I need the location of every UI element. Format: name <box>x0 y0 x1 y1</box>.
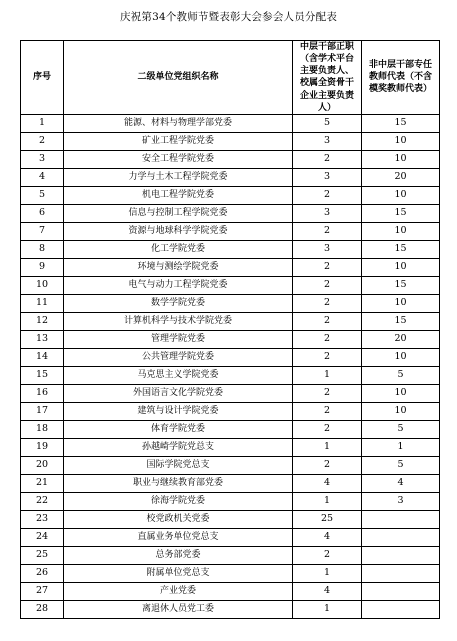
cell-teacher-rep: 5 <box>362 456 440 474</box>
cell-middle-cadre: 2 <box>293 312 362 330</box>
cell-serial: 17 <box>21 402 64 420</box>
cell-serial: 16 <box>21 384 64 402</box>
cell-middle-cadre: 2 <box>293 294 362 312</box>
cell-teacher-rep: 10 <box>362 258 440 276</box>
cell-serial: 13 <box>21 330 64 348</box>
table-row <box>21 114 440 132</box>
cell-teacher-rep <box>362 564 440 582</box>
cell-teacher-rep: 10 <box>362 222 440 240</box>
cell-unit-name: 产业党委 <box>64 582 293 600</box>
table-row <box>21 312 440 330</box>
cell-teacher-rep: 15 <box>362 312 440 330</box>
cell-teacher-rep: 10 <box>362 186 440 204</box>
header-teacher-rep: 非中层干部专任教师代表（不含模奖教师代表） <box>362 41 440 115</box>
cell-middle-cadre: 1 <box>293 366 362 384</box>
cell-serial: 11 <box>21 294 64 312</box>
cell-serial: 19 <box>21 438 64 456</box>
cell-serial: 28 <box>21 600 64 618</box>
cell-teacher-rep <box>362 546 440 564</box>
cell-middle-cadre: 1 <box>293 492 362 510</box>
cell-serial: 26 <box>21 564 64 582</box>
cell-middle-cadre: 2 <box>293 402 362 420</box>
cell-teacher-rep: 10 <box>362 150 440 168</box>
cell-unit-name: 电气与动力工程学院党委 <box>64 276 293 294</box>
table-row <box>21 582 440 600</box>
cell-teacher-rep: 10 <box>362 348 440 366</box>
cell-serial: 20 <box>21 456 64 474</box>
cell-middle-cadre: 25 <box>293 510 362 528</box>
cell-unit-name: 外国语言文化学院党委 <box>64 384 293 402</box>
cell-middle-cadre: 2 <box>293 222 362 240</box>
cell-serial: 14 <box>21 348 64 366</box>
allocation-table <box>20 40 440 619</box>
cell-serial: 25 <box>21 546 64 564</box>
table-row <box>21 240 440 258</box>
header-unit-name: 二级单位党组织名称 <box>64 41 293 115</box>
table-row <box>21 366 440 384</box>
table-row <box>21 402 440 420</box>
header-middle-cadre: 中层干部正职（含学术平台主要负责人、校属全资骨干企业主要负责人） <box>293 41 362 115</box>
cell-unit-name: 体育学院党委 <box>64 420 293 438</box>
cell-unit-name: 能源、材料与物理学部党委 <box>64 114 293 132</box>
cell-middle-cadre: 2 <box>293 330 362 348</box>
cell-teacher-rep: 15 <box>362 240 440 258</box>
cell-middle-cadre: 2 <box>293 258 362 276</box>
cell-teacher-rep: 20 <box>362 168 440 186</box>
header-serial: 序号 <box>21 41 64 115</box>
table-row <box>21 258 440 276</box>
cell-serial: 7 <box>21 222 64 240</box>
cell-teacher-rep: 4 <box>362 474 440 492</box>
cell-unit-name: 离退休人员党工委 <box>64 600 293 618</box>
cell-unit-name: 管理学院党委 <box>64 330 293 348</box>
cell-unit-name: 建筑与设计学院党委 <box>64 402 293 420</box>
table-row <box>21 600 440 618</box>
cell-serial: 3 <box>21 150 64 168</box>
table-row <box>21 204 440 222</box>
table-row <box>21 186 440 204</box>
table-body <box>21 114 440 618</box>
cell-middle-cadre: 4 <box>293 474 362 492</box>
cell-teacher-rep: 15 <box>362 114 440 132</box>
cell-middle-cadre: 2 <box>293 456 362 474</box>
cell-unit-name: 公共管理学院党委 <box>64 348 293 366</box>
cell-teacher-rep: 3 <box>362 492 440 510</box>
table-row <box>21 168 440 186</box>
cell-teacher-rep: 10 <box>362 294 440 312</box>
table-row <box>21 564 440 582</box>
cell-unit-name: 校党政机关党委 <box>64 510 293 528</box>
cell-serial: 21 <box>21 474 64 492</box>
cell-teacher-rep: 20 <box>362 330 440 348</box>
table-row <box>21 330 440 348</box>
cell-serial: 10 <box>21 276 64 294</box>
cell-unit-name: 环境与测绘学院党委 <box>64 258 293 276</box>
cell-unit-name: 信息与控制工程学院党委 <box>64 204 293 222</box>
cell-serial: 12 <box>21 312 64 330</box>
table-row <box>21 150 440 168</box>
cell-middle-cadre: 1 <box>293 600 362 618</box>
cell-unit-name: 机电工程学院党委 <box>64 186 293 204</box>
table-row <box>21 492 440 510</box>
cell-middle-cadre: 1 <box>293 438 362 456</box>
cell-unit-name: 化工学院党委 <box>64 240 293 258</box>
cell-serial: 8 <box>21 240 64 258</box>
table-row <box>21 528 440 546</box>
cell-serial: 2 <box>21 132 64 150</box>
cell-unit-name: 数学学院党委 <box>64 294 293 312</box>
cell-unit-name: 力学与土木工程学院党委 <box>64 168 293 186</box>
cell-middle-cadre: 1 <box>293 564 362 582</box>
cell-teacher-rep: 10 <box>362 132 440 150</box>
table-row <box>21 510 440 528</box>
table-row <box>21 276 440 294</box>
cell-teacher-rep: 10 <box>362 384 440 402</box>
cell-middle-cadre: 3 <box>293 168 362 186</box>
cell-serial: 18 <box>21 420 64 438</box>
cell-unit-name: 总务部党委 <box>64 546 293 564</box>
cell-teacher-rep: 10 <box>362 402 440 420</box>
table-row <box>21 546 440 564</box>
cell-middle-cadre: 3 <box>293 132 362 150</box>
cell-unit-name: 附属单位党总支 <box>64 564 293 582</box>
cell-serial: 24 <box>21 528 64 546</box>
cell-unit-name: 马克思主义学院党委 <box>64 366 293 384</box>
table-row <box>21 438 440 456</box>
header-row <box>21 41 440 115</box>
cell-middle-cadre: 3 <box>293 204 362 222</box>
cell-unit-name: 直属业务单位党总支 <box>64 528 293 546</box>
cell-teacher-rep: 15 <box>362 276 440 294</box>
cell-teacher-rep <box>362 528 440 546</box>
cell-teacher-rep: 1 <box>362 438 440 456</box>
table-row <box>21 474 440 492</box>
cell-serial: 6 <box>21 204 64 222</box>
cell-unit-name: 安全工程学院党委 <box>64 150 293 168</box>
cell-serial: 22 <box>21 492 64 510</box>
cell-unit-name: 矿业工程学院党委 <box>64 132 293 150</box>
table-row <box>21 420 440 438</box>
cell-serial: 9 <box>21 258 64 276</box>
cell-middle-cadre: 2 <box>293 150 362 168</box>
cell-middle-cadre: 2 <box>293 546 362 564</box>
cell-serial: 23 <box>21 510 64 528</box>
table-header <box>21 41 440 115</box>
cell-middle-cadre: 2 <box>293 186 362 204</box>
table-row <box>21 456 440 474</box>
cell-serial: 15 <box>21 366 64 384</box>
cell-unit-name: 计算机科学与技术学院党委 <box>64 312 293 330</box>
cell-middle-cadre: 4 <box>293 528 362 546</box>
cell-middle-cadre: 4 <box>293 582 362 600</box>
cell-unit-name: 徐海学院党委 <box>64 492 293 510</box>
cell-serial: 4 <box>21 168 64 186</box>
cell-serial: 5 <box>21 186 64 204</box>
cell-unit-name: 职业与继续教育部党委 <box>64 474 293 492</box>
cell-teacher-rep: 5 <box>362 366 440 384</box>
cell-middle-cadre: 2 <box>293 348 362 366</box>
cell-serial: 27 <box>21 582 64 600</box>
cell-serial: 1 <box>21 114 64 132</box>
cell-unit-name: 资源与地球科学学院党委 <box>64 222 293 240</box>
cell-teacher-rep: 15 <box>362 204 440 222</box>
cell-middle-cadre: 2 <box>293 276 362 294</box>
cell-teacher-rep: 5 <box>362 420 440 438</box>
cell-middle-cadre: 3 <box>293 240 362 258</box>
cell-middle-cadre: 2 <box>293 420 362 438</box>
table-row <box>21 222 440 240</box>
cell-teacher-rep <box>362 600 440 618</box>
table-row <box>21 348 440 366</box>
document-title: 庆祝第34个教师节暨表彰大会参会人员分配表 <box>119 11 338 23</box>
cell-unit-name: 孙越崎学院党总支 <box>64 438 293 456</box>
table-row <box>21 132 440 150</box>
table-row <box>21 294 440 312</box>
cell-teacher-rep <box>362 510 440 528</box>
cell-teacher-rep <box>362 582 440 600</box>
table-row <box>21 384 440 402</box>
cell-unit-name: 国际学院党总支 <box>64 456 293 474</box>
cell-middle-cadre: 2 <box>293 384 362 402</box>
cell-middle-cadre: 5 <box>293 114 362 132</box>
